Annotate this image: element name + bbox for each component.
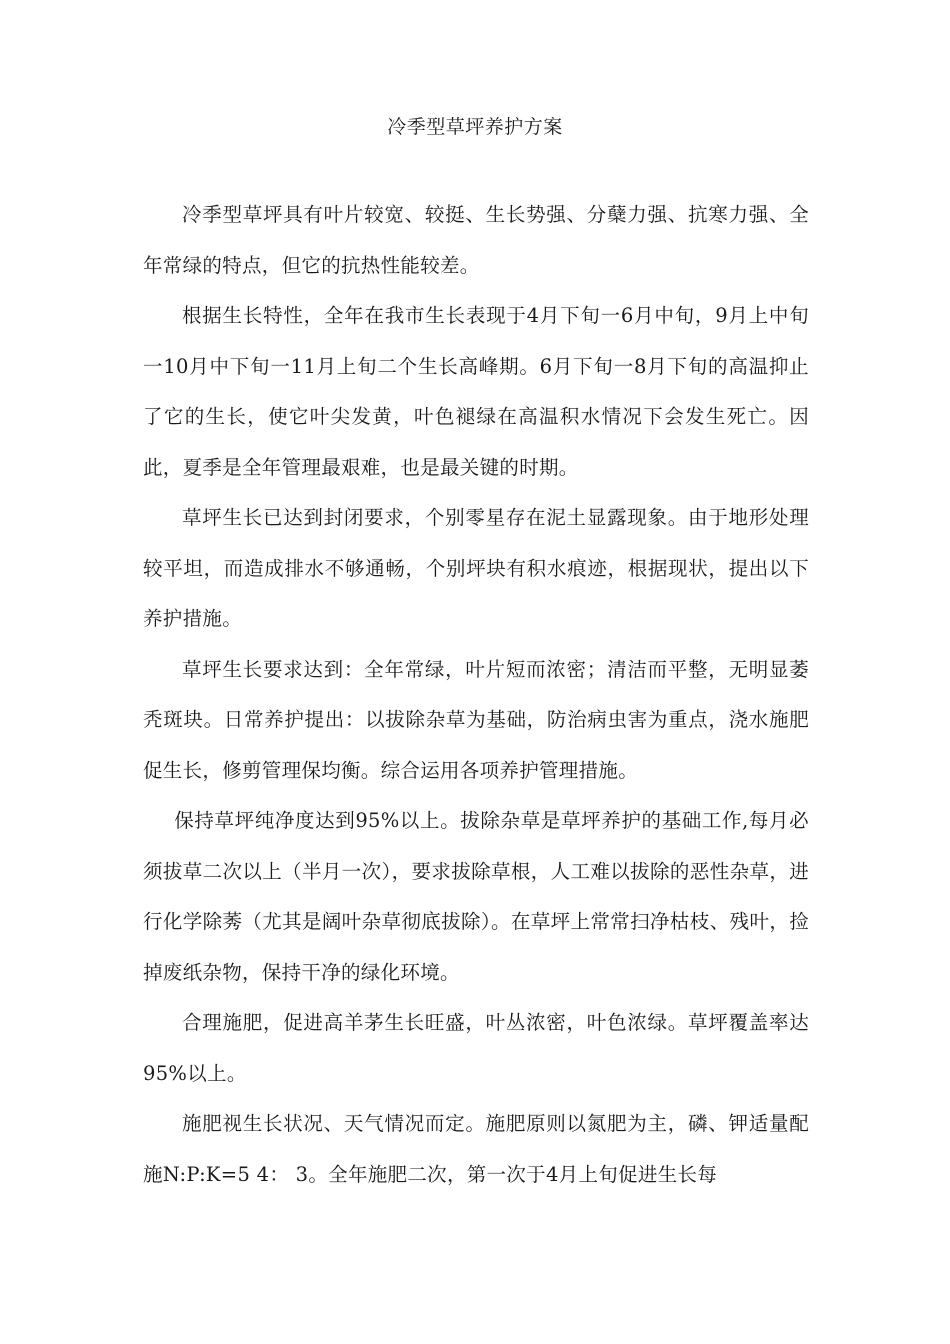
- paragraph-fertilizing-details: 施肥视生长状况、天气情况而定。施肥原则以氮肥为主，磷、钾适量配施N:P:K=5 4： 3。全年施肥二次，第一次于4月上旬促进生长每: [143, 1112, 809, 1186]
- document-title: 冷季型草坪养护方案: [387, 116, 563, 138]
- paragraph-weeding: 保持草坪纯净度达到95%以上。拔除杂草是草坪养护的基础工作,每月必须拔草二次以上（半月一次），要求拔除草根，人工难以拔除的恶性杂草，进行化学除莠（尤其是阔叶杂草彻底拔除）。在草坪上常常扫净枯枝、残叶，捡掉废纸杂物，保持干净的绿化环境。: [143, 809, 809, 984]
- paragraph-fertilizing: 合理施肥，促进高羊茅生长旺盛，叶丛浓密，叶色浓绿。草坪覆盖率达95%以上。: [143, 1011, 809, 1085]
- paragraph-requirements: 草坪生长要求达到：全年常绿，叶片短而浓密；清洁而平整，无明显萎秃斑块。日常养护提出：以拔除杂草为基础，防治病虫害为重点，浇水施肥促生长，修剪管理保均衡。综合运用各项养护管理措施。: [143, 657, 809, 782]
- paragraph-growth-periods: 根据生长特性，全年在我市生长表现于4月下旬一6月中旬，9月上中旬一10月中下旬一11月上旬二个生长高峰期。6月下旬一8月下旬的高温抑止了它的生长，使它叶尖发黄，叶色褪绿在高温积水情况下会发生死亡。因此，夏季是全年管理最艰难，也是最关键的时期。: [143, 304, 809, 479]
- paragraph-current-status: 草坪生长已达到封闭要求，个别零星存在泥土显露现象。由于地形处理较平坦，而造成排水不够通畅，个别坪块有积水痕迹，根据现状，提出以下养护措施。: [143, 506, 809, 630]
- document-body: [143, 190, 809, 1200]
- paragraph-characteristics: 冷季型草坪具有叶片较宽、较挺、生长势强、分蘖力强、抗寒力强、全年常绿的特点，但它的抗热性能较差。: [143, 203, 809, 277]
